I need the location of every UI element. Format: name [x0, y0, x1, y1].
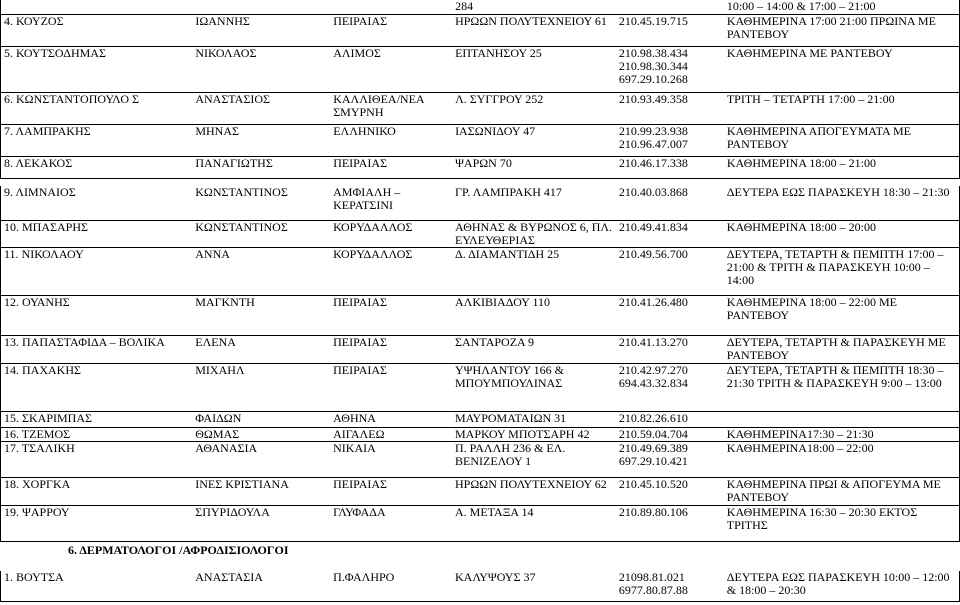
- cell-surname: 13. ΠΑΠΑΣΤΑΦΙΔΑ – ΒΟΛΙΚΑ: [1, 335, 193, 363]
- cell-surname: 16. ΤΖΕΜΟΣ: [1, 427, 193, 441]
- cell-surname: 12. ΟΥΑΝΗΣ: [1, 295, 193, 335]
- cell-hours: [724, 411, 960, 427]
- doctors-table-top: [0, 0, 960, 179]
- cell-phone: 210.98.38.434 210.98.30.344 697.29.10.268: [616, 46, 724, 92]
- cell-address: ΙΑΣΩΝΙΔΟΥ 47: [452, 124, 616, 156]
- table-row: [1, 124, 960, 156]
- cell-first-name: ΑΘΑΝΑΣΙΑ: [192, 442, 330, 478]
- cell-first-name: ΘΩΜΑΣ: [192, 427, 330, 441]
- cell-area: ΚΟΡΥΔΑΛΛΟΣ: [330, 247, 452, 295]
- cell-phone: 210.89.80.106: [616, 506, 724, 542]
- cell-area: ΠΕΙΡΑΙΑΣ: [330, 295, 452, 335]
- cell-phone: 210.49.41.834: [616, 220, 724, 247]
- table-row: [1, 156, 960, 178]
- cell-phone: 210.49.56.700: [616, 247, 724, 295]
- table-row: [1, 442, 960, 478]
- cell-first-name: ΕΛΕΝΑ: [192, 335, 330, 363]
- cell-area: ΑΘΗΝΑ: [330, 411, 452, 427]
- cell-address: ΗΡΩΩΝ ΠΟΛΥΤΕΧΝΕΙΟΥ 61: [452, 14, 616, 46]
- table-row: [1, 295, 960, 335]
- cell-address: ΣΑΝΤΑΡΟΖΑ 9: [452, 335, 616, 363]
- cell-surname: 5. ΚΟΥΤΣΟΔΗΜΑΣ: [1, 46, 193, 92]
- table-row: [1, 0, 960, 14]
- table-row: [1, 506, 960, 542]
- cell-hours: ΚΑΘΗΜΕΡΙΝΑ ΠΡΩΙ & ΑΠΟΓΕΥΜΑ ΜΕ ΡΑΝΤΕΒΟΥ: [724, 478, 960, 506]
- cell-phone: 210.49.69.389 697.29.10.421: [616, 442, 724, 478]
- cell-hours: ΚΑΘΗΜΕΡΙΝΑ ΑΠΟΓΕΥΜΑΤΑ ΜΕ ΡΑΝΤΕΒΟΥ: [724, 124, 960, 156]
- cell-hours: ΚΑΘΗΜΕΡΙΝΑ 18:00 – 20:00: [724, 220, 960, 247]
- cell-phone: 210.41.13.270: [616, 335, 724, 363]
- cell-address: ΨΑΡΩΝ 70: [452, 156, 616, 178]
- table-row: [1, 92, 960, 124]
- section-heading-dermatologists: 6. ΔΕΡΜΑΤΟΛΟΓΟΙ /ΑΦΡΟΔΙΣΙΟΛΟΓΟΙ: [68, 543, 289, 557]
- cell-area: ΚΟΡΥΔΑΛΛΟΣ: [330, 220, 452, 247]
- cell-area: ΠΕΙΡΑΙΑΣ: [330, 363, 452, 411]
- cell-hours: ΚΑΘΗΜΕΡΙΝΑ18:00 – 22:00: [724, 442, 960, 478]
- cell-address: Α. ΜΕΤΑΞΑ 14: [452, 506, 616, 542]
- cell-phone: 210.41.26.480: [616, 295, 724, 335]
- cell-surname: 11. ΝΙΚΟΛΑΟΥ: [1, 247, 193, 295]
- cell-area: ΓΛΥΦΑΔΑ: [330, 506, 452, 542]
- cell-first-name: ΑΝΑΣΤΑΣΙΑ: [192, 571, 330, 601]
- cell-area: ΚΑΛΛΙΘΕΑ/ΝΕΑ ΣΜΥΡΝΗ: [330, 92, 452, 124]
- table-row: [1, 186, 960, 220]
- cell-first-name: ΙΩΑΝΝΗΣ: [192, 14, 330, 46]
- cell-phone: 210.46.17.338: [616, 156, 724, 178]
- cell-area: ΠΕΙΡΑΙΑΣ: [330, 14, 452, 46]
- cell-first-name: ΑΝΝΑ: [192, 247, 330, 295]
- table-row: [1, 571, 960, 601]
- cell-hours: ΔΕΥΤΕΡΑ, ΤΕΤΑΡΤΗ & ΠΕΜΠΤΗ 18:30 – 21:30 ΤΡΙΤΗ & ΠΑΡΑΣΚΕΥΗ 9:00 – 13:00: [724, 363, 960, 411]
- cell-phone: 210.42.97.270 694.43.32.834: [616, 363, 724, 411]
- cell-hours: ΔΕΥΤΕΡΑ, ΤΕΤΑΡΤΗ & ΠΕΜΠΤΗ 17:00 – 21:00 & ΤΡΙΤΗ & ΠΑΡΑΣΚΕΥΗ 10:00 – 14:00: [724, 247, 960, 295]
- cell-surname: 9. ΛΙΜΝΑΙΟΣ: [1, 186, 193, 220]
- cell-area: ΕΛΛΗΝΙΚΟ: [330, 124, 452, 156]
- cell-first-name: ΚΩΝΣΤΑΝΤΙΝΟΣ: [192, 220, 330, 247]
- cell-address: ΕΠΤΑΝΗΣΟΥ 25: [452, 46, 616, 92]
- cell-surname: 15. ΣΚΑΡΙΜΠΑΣ: [1, 411, 193, 427]
- cell-first-name: ΙΝΕΣ ΚΡΙΣΤΙΑΝΑ: [192, 478, 330, 506]
- cell-surname: 18. ΧΟΡΓΚΑ: [1, 478, 193, 506]
- cell-first-name: ΦΑΙΔΩΝ: [192, 411, 330, 427]
- cell-area: ΠΕΙΡΑΙΑΣ: [330, 156, 452, 178]
- cell-first-name: ΜΙΧΑΗΛ: [192, 363, 330, 411]
- cell-phone: 210.45.19.715: [616, 14, 724, 46]
- cell-surname: 17. ΤΣΑΛΙΚΗ: [1, 442, 193, 478]
- cell-address: ΓΡ. ΛΑΜΠΡΑΚΗ 417: [452, 186, 616, 220]
- cell-first-name: [192, 0, 330, 14]
- cell-address: Π. ΡΑΛΛΗ 236 & ΕΛ. ΒΕΝΙΖΕΛΟΥ 1: [452, 442, 616, 478]
- cell-phone: 210.59.04.704: [616, 427, 724, 441]
- cell-area: ΝΙΚΑΙΑ: [330, 442, 452, 478]
- cell-phone: 210.82.26.610: [616, 411, 724, 427]
- cell-surname: 7. ΛΑΜΠΡΑΚΗΣ: [1, 124, 193, 156]
- cell-surname: 4. ΚΟΥΖΟΣ: [1, 14, 193, 46]
- cell-address: ΗΡΩΩΝ ΠΟΛΥΤΕΧΝΕΙΟΥ 62: [452, 478, 616, 506]
- cell-hours: ΚΑΘΗΜΕΡΙΝΑ 17:00 21:00 ΠΡΩΙΝΑ ΜΕ ΡΑΝΤΕΒΟΥ: [724, 14, 960, 46]
- table-row: [1, 427, 960, 441]
- cell-phone: 210.45.10.520: [616, 478, 724, 506]
- cell-surname: 14. ΠΑΧΑΚΗΣ: [1, 363, 193, 411]
- table-row: [1, 247, 960, 295]
- cell-area: ΑΜΦΙΑΛΗ – ΚΕΡΑΤΣΙΝΙ: [330, 186, 452, 220]
- cell-phone: 21098.81.021 6977.80.87.88: [616, 571, 724, 601]
- cell-area: ΠΕΙΡΑΙΑΣ: [330, 478, 452, 506]
- cell-first-name: ΜΗΝΑΣ: [192, 124, 330, 156]
- cell-first-name: ΚΩΝΣΤΑΝΤΙΝΟΣ: [192, 186, 330, 220]
- cell-hours: 10:00 – 14:00 & 17:00 – 21:00: [724, 0, 960, 14]
- cell-address: ΜΑΡΚΟΥ ΜΠΟΤΣΑΡΗ 42: [452, 427, 616, 441]
- cell-surname: 8. ΛΕΚΑΚΟΣ: [1, 156, 193, 178]
- cell-hours: ΔΕΥΤΕΡΑ ΕΩΣ ΠΑΡΑΣΚΕΥΗ 10:00 – 12:00 & 18:00 – 20:30: [724, 571, 960, 601]
- cell-address: ΥΨΗΛΑΝΤΟΥ 166 & ΜΠΟΥΜΠΟΥΛΙΝΑΣ: [452, 363, 616, 411]
- cell-area: Π.ΦΑΛΗΡΟ: [330, 571, 452, 601]
- table-row: [1, 411, 960, 427]
- table-row: [1, 14, 960, 46]
- cell-address: ΑΛΚΙΒΙΑΔΟΥ 110: [452, 295, 616, 335]
- cell-area: ΠΕΙΡΑΙΑΣ: [330, 335, 452, 363]
- cell-first-name: ΑΝΑΣΤΑΣΙΟΣ: [192, 92, 330, 124]
- cell-address: 284: [452, 0, 616, 14]
- table-row: [1, 220, 960, 247]
- cell-hours: ΚΑΘΗΜΕΡΙΝΑ ΜΕ ΡΑΝΤΕΒΟΥ: [724, 46, 960, 92]
- cell-area: ΑΛΙΜΟΣ: [330, 46, 452, 92]
- table-row: [1, 335, 960, 363]
- cell-surname: 19. ΨΑΡΡΟΥ: [1, 506, 193, 542]
- cell-hours: ΔΕΥΤΕΡΑ ΕΩΣ ΠΑΡΑΣΚΕΥΗ 18:30 – 21:30: [724, 186, 960, 220]
- cell-first-name: ΠΑΝΑΓΙΩΤΗΣ: [192, 156, 330, 178]
- cell-surname: 1. ΒΟΥΤΣΑ: [1, 571, 193, 601]
- cell-hours: ΚΑΘΗΜΕΡΙΝΑ 16:30 – 20:30 ΕΚΤΟΣ ΤΡΙΤΗΣ: [724, 506, 960, 542]
- cell-hours: ΚΑΘΗΜΕΡΙΝΑ 18:00 – 21:00: [724, 156, 960, 178]
- cell-surname: [1, 0, 193, 14]
- cell-phone: 210.93.49.358: [616, 92, 724, 124]
- cell-first-name: ΜΑΓΚΝΤΗ: [192, 295, 330, 335]
- cell-hours: ΚΑΘΗΜΕΡΙΝΑ 18:00 – 22:00 ΜΕ ΡΑΝΤΕΒΟΥ: [724, 295, 960, 335]
- table-row: [1, 363, 960, 411]
- cell-hours: ΤΡΙΤΗ – ΤΕΤΑΡΤΗ 17:00 – 21:00: [724, 92, 960, 124]
- cell-address: ΜΑΥΡΟΜΑΤΑΙΩΝ 31: [452, 411, 616, 427]
- cell-phone: 210.99.23.938 210.96.47.007: [616, 124, 724, 156]
- dermatologists-table: [0, 571, 960, 602]
- doctors-table-middle: [0, 186, 960, 542]
- cell-area: ΑΙΓΑΛΕΩ: [330, 427, 452, 441]
- cell-hours: ΔΕΥΤΕΡΑ, ΤΕΤΑΡΤΗ & ΠΑΡΑΣΚΕΥΗ ΜΕ ΡΑΝΤΕΒΟΥ: [724, 335, 960, 363]
- cell-first-name: ΝΙΚΟΛΑΟΣ: [192, 46, 330, 92]
- cell-address: ΚΑΛΥΨΟΥΣ 37: [452, 571, 616, 601]
- cell-first-name: ΣΠΥΡΙΔΟΥΛΑ: [192, 506, 330, 542]
- cell-hours: ΚΑΘΗΜΕΡΙΝΑ17:30 – 21:30: [724, 427, 960, 441]
- table-row: [1, 46, 960, 92]
- cell-address: Δ. ΔΙΑΜΑΝΤΙΔΗ 25: [452, 247, 616, 295]
- cell-address: ΑΘΗΝΑΣ & ΒΥΡΩΝΟΣ 6, ΠΛ. ΕΥΛΕΥΘΕΡΙΑΣ: [452, 220, 616, 247]
- table-row: [1, 478, 960, 506]
- cell-surname: 6. ΚΩΝΣΤΑΝΤΟΠΟΥΛΟ Σ: [1, 92, 193, 124]
- cell-phone: 210.40.03.868: [616, 186, 724, 220]
- cell-area: [330, 0, 452, 14]
- cell-address: Λ. ΣΥΓΓΡΟΥ 252: [452, 92, 616, 124]
- cell-phone: [616, 0, 724, 14]
- cell-surname: 10. ΜΠΑΣΑΡΗΣ: [1, 220, 193, 247]
